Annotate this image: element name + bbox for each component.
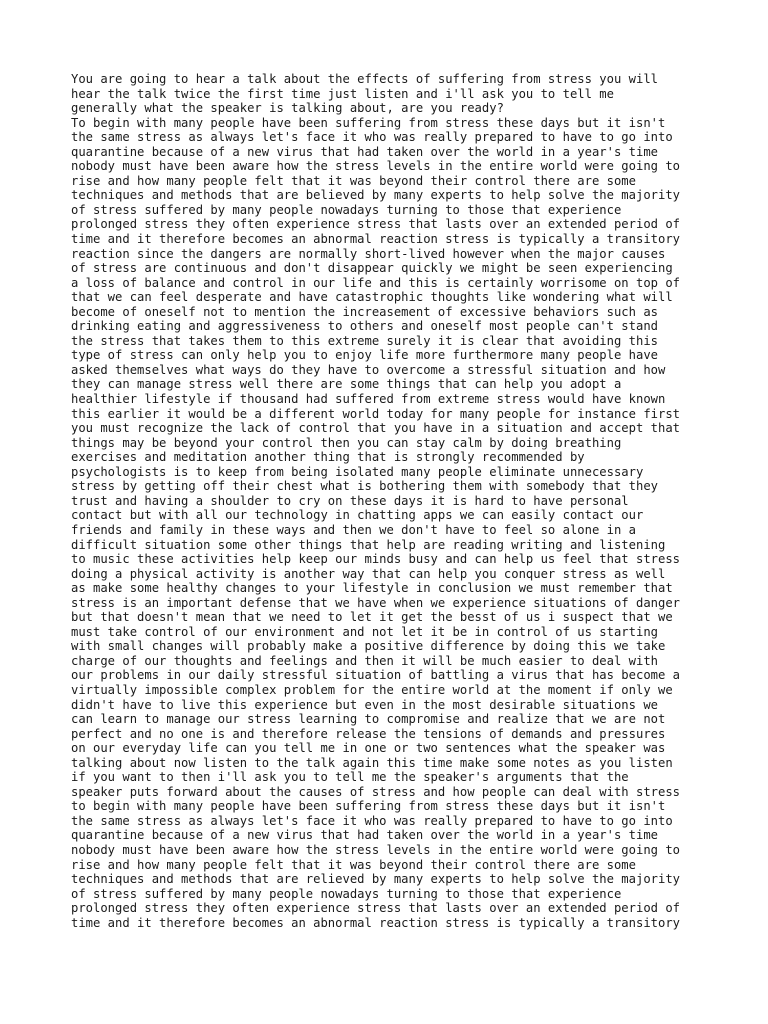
transcript-line: asked themselves what ways do they have to overcome a stressful situation and how: [71, 362, 666, 377]
transcript-line: become of oneself not to mention the increasement of excessive behaviors such as: [71, 304, 658, 319]
transcript-line: rise and how many people felt that it was beyond their control there are some: [71, 173, 636, 188]
transcript-line: generally what the speaker is talking about, are you ready?: [71, 101, 504, 116]
transcript-line: this earlier it would be a different world today for many people for instance first: [71, 406, 681, 421]
transcript-line: To begin with many people have been suffering from stress these days but it isn't: [71, 115, 666, 130]
transcript-line: hear the talk twice the first time just listen and i'll ask you to tell me: [71, 86, 614, 101]
transcript-line: of stress suffered by many people nowadays turning to those that experience: [71, 886, 622, 901]
transcript-line: on our everyday life can you tell me in one or two sentences what the speaker was: [71, 741, 666, 756]
transcript-line: can learn to manage our stress learning to compromise and realize that we are not: [71, 712, 666, 727]
transcript-line: techniques and methods that are relieved by many experts to help solve the majority: [71, 872, 681, 887]
transcript-line: virtually impossible complex problem for the entire world at the moment if only we: [71, 682, 673, 697]
transcript-line: rise and how many people felt that it was beyond their control there are some: [71, 857, 636, 872]
transcript-line: but that doesn't mean that we need to let it get the besst of us i suspect that we: [71, 610, 673, 625]
transcript-line: they can manage stress well there are some things that can help you adopt a: [71, 377, 622, 392]
transcript-line: exercises and meditation another thing that is strongly recommended by: [71, 450, 585, 465]
transcript-line: must take control of our environment and not let it be in control of us starting: [71, 624, 658, 639]
transcript-line: difficult situation some other things that help are reading writing and listening: [71, 537, 666, 552]
transcript-line: reaction since the dangers are normally short-lived however when the major causes: [71, 246, 666, 261]
transcript-line: stress is an important defense that we have when we experience situations of danger: [71, 595, 681, 610]
transcript-line: as make some healthy changes to your lifestyle in conclusion we must remember that: [71, 581, 673, 596]
transcript-line: things may be beyond your control then you can stay calm by doing breathing: [71, 435, 622, 450]
transcript-line: You are going to hear a talk about the effects of suffering from stress you will: [71, 72, 658, 86]
transcript-line: with small changes will probably make a positive difference by doing this we take: [71, 639, 666, 654]
transcript-line: time and it therefore becomes an abnormal reaction stress is typically a transitory: [71, 232, 681, 247]
transcript-line: the same stress as always let's face it who was really prepared to have to go into: [71, 130, 673, 145]
transcript-line: if you want to then i'll ask you to tell me the speaker's arguments that the: [71, 770, 629, 785]
transcript-line: prolonged stress they often experience stress that lasts over an extended period of: [71, 217, 681, 232]
transcript-line: stress by getting off their chest what is bothering them with somebody that they: [71, 479, 658, 494]
transcript-line: friends and family in these ways and then we don't have to feel so alone in a: [71, 522, 636, 537]
transcript-line: the same stress as always let's face it who was really prepared to have to go into: [71, 813, 673, 828]
transcript-line: speaker puts forward about the causes of stress and how people can deal with stress: [71, 784, 681, 799]
transcript-line: psychologists is to keep from being isolated many people eliminate unnecessary: [71, 464, 644, 479]
transcript-line: nobody must have been aware how the stress levels in the entire world were going to: [71, 842, 681, 857]
transcript-line: doing a physical activity is another way that can help you conquer stress as well: [71, 566, 666, 581]
transcript-line: the stress that takes them to this extreme surely it is clear that avoiding this: [71, 333, 658, 348]
transcript-line: drinking eating and aggressiveness to others and oneself most people can't stand: [71, 319, 658, 334]
transcript-text: [71, 72, 711, 930]
transcript-line: a loss of balance and control in our life and this is certainly worrisome on top of: [71, 275, 681, 290]
transcript-line: to music these activities help keep our minds busy and can help us feel that stress: [71, 552, 681, 567]
transcript-line: time and it therefore becomes an abnormal reaction stress is typically a transitory: [71, 915, 681, 930]
transcript-line: contact but with all our technology in chatting apps we can easily contact our: [71, 508, 644, 523]
transcript-line: techniques and methods that are believed by many experts to help solve the majority: [71, 188, 681, 203]
transcript-line: healthier lifestyle if thousand had suffered from extreme stress would have known: [71, 392, 666, 407]
transcript-line: didn't have to live this experience but even in the most desirable situations we: [71, 697, 658, 712]
transcript-line: to begin with many people have been suffering from stress these days but it isn't: [71, 799, 666, 814]
transcript-line: our problems in our daily stressful situation of battling a virus that has become a: [71, 668, 681, 683]
transcript-line: type of stress can only help you to enjoy life more furthermore many people have: [71, 348, 658, 363]
transcript-line: that we can feel desperate and have catastrophic thoughts like wondering what will: [71, 290, 673, 305]
transcript-line: talking about now listen to the talk again this time make some notes as you listen: [71, 755, 673, 770]
transcript-line: perfect and no one is and therefore release the tensions of demands and pressures: [71, 726, 666, 741]
transcript-line: of stress are continuous and don't disappear quickly we might be seen experiencing: [71, 261, 673, 276]
transcript-line: quarantine because of a new virus that had taken over the world in a year's time: [71, 144, 658, 159]
transcript-line: nobody must have been aware how the stress levels in the entire world were going to: [71, 159, 681, 174]
transcript-line: prolonged stress they often experience stress that lasts over an extended period of: [71, 901, 681, 916]
transcript-line: trust and having a shoulder to cry on these days it is hard to have personal: [71, 493, 629, 508]
transcript-line: you must recognize the lack of control that you have in a situation and accept that: [71, 421, 681, 436]
transcript-line: charge of our thoughts and feelings and then it will be much easier to deal with: [71, 653, 658, 668]
transcript-line: of stress suffered by many people nowadays turning to those that experience: [71, 202, 622, 217]
transcript-line: quarantine because of a new virus that had taken over the world in a year's time: [71, 828, 658, 843]
